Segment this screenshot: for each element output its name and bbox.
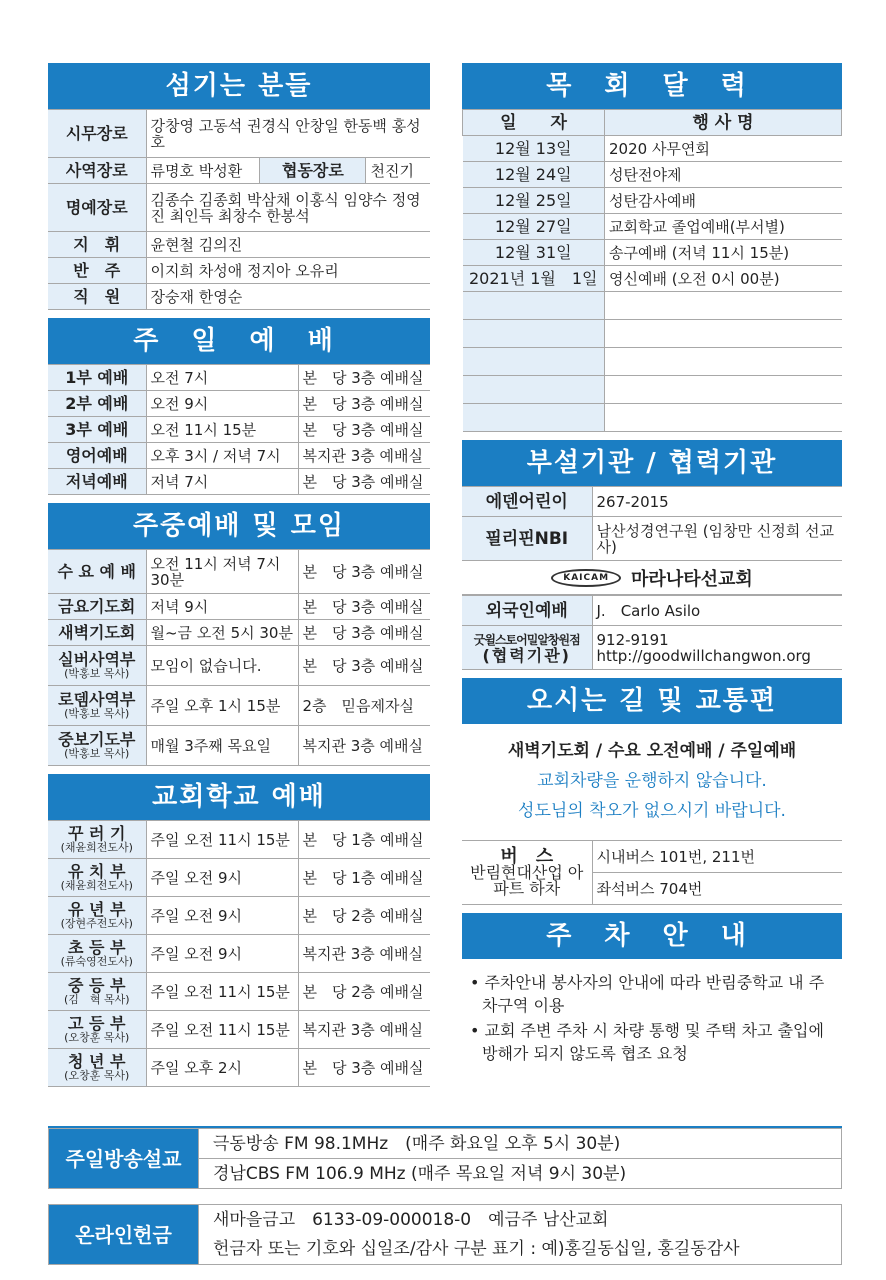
- calendar-event: 성탄감사예배: [605, 188, 842, 214]
- broadcast-line: 경남CBS FM 106.9 MHz (매주 목요일 저녁 9시 30분): [199, 1159, 842, 1189]
- serving-label: 직 원: [48, 284, 146, 310]
- service-place: 본 당 3층 예배실: [298, 365, 430, 391]
- serving-label: 사역장로: [48, 158, 146, 184]
- meeting-label: 수 요 예 배: [48, 550, 146, 594]
- dept-place: 복지관 3층 예배실: [298, 1011, 430, 1049]
- meeting-time: 오전 11시 저녁 7시 30분: [146, 550, 298, 594]
- meeting-label: 로뎀사역부 (박홍보 목사): [48, 686, 146, 726]
- meeting-time: 모임이 없습니다.: [146, 646, 298, 686]
- directions-notice: [462, 724, 842, 826]
- service-place: 본 당 3층 예배실: [298, 469, 430, 495]
- meeting-time: 저녁 9시: [146, 594, 298, 620]
- mission-name: 마라나타선교회: [631, 568, 753, 590]
- serving-label: 시무장로: [48, 110, 146, 158]
- dept-time: 주일 오전 9시: [146, 897, 298, 935]
- school-table: [48, 820, 430, 1087]
- calendar-date: 2021년 1월 1일: [463, 266, 605, 292]
- dept-place: 본 당 2층 예배실: [298, 897, 430, 935]
- offering-label: 온라인헌금: [49, 1205, 199, 1265]
- sunday-header: 주 일 예 배: [48, 318, 430, 364]
- calendar-date: 12월 25일: [463, 188, 605, 214]
- dept-label: 고 등 부 (오창훈 목사): [48, 1011, 146, 1049]
- dept-time: 주일 오전 11시 15분: [146, 1011, 298, 1049]
- dept-label: 유 치 부 (채윤희전도사): [48, 859, 146, 897]
- serving-value: 강창영 고동석 권경식 안창일 한동백 홍성호: [146, 110, 430, 158]
- meeting-place: 본 당 3층 예배실: [298, 594, 430, 620]
- calendar-empty-event: [605, 320, 842, 348]
- calendar-header: 목 회 달 력: [462, 63, 842, 109]
- meeting-time: 월~금 오전 5시 30분: [146, 620, 298, 646]
- mission-logo-row: [462, 561, 842, 595]
- calendar-table: [462, 109, 842, 432]
- calendar-empty-event: [605, 404, 842, 432]
- broadcast-section: [48, 1126, 842, 1189]
- serving-value: 윤현철 김의진: [146, 232, 430, 258]
- left-column: [48, 63, 430, 1087]
- calendar-empty-date: [463, 404, 605, 432]
- dept-place: 본 당 2층 예배실: [298, 973, 430, 1011]
- weekday-header: 주중예배 및 모임: [48, 503, 430, 549]
- dept-label: 중 등 부 (김 혁 목사): [48, 973, 146, 1011]
- offering-line: 헌금자 또는 기호와 십일조/감사 구분 표기 : 예)홍길동십일, 홍길동감사: [199, 1235, 842, 1265]
- parking-list: [462, 959, 842, 1065]
- dept-time: 주일 오전 11시 15분: [146, 821, 298, 859]
- directions-line: 새벽기도회 / 수요 오전예배 / 주일예배: [507, 741, 797, 761]
- affiliate-label: 외국인예배: [462, 596, 592, 626]
- calendar-empty-date: [463, 376, 605, 404]
- dept-label: 초 등 부 (류숙영전도사): [48, 935, 146, 973]
- serving-label: 명예장로: [48, 184, 146, 232]
- affiliate-value: 남산성경연구원 (임창만 신정희 선교사): [592, 517, 842, 561]
- meeting-place: 2층 믿음제자실: [298, 686, 430, 726]
- affiliate-label: 필리핀NBI: [462, 517, 592, 561]
- affiliates-table: [462, 486, 842, 561]
- dept-time: 주일 오후 2시: [146, 1049, 298, 1087]
- meeting-place: 본 당 3층 예배실: [298, 550, 430, 594]
- dept-time: 주일 오전 9시: [146, 935, 298, 973]
- calendar-date: 12월 24일: [463, 162, 605, 188]
- dept-place: 본 당 3층 예배실: [298, 1049, 430, 1087]
- dept-label: 청 년 부 (오창훈 목사): [48, 1049, 146, 1087]
- parking-header: 주 차 안 내: [462, 913, 842, 959]
- school-header: 교회학교 예배: [48, 774, 430, 820]
- calendar-empty-event: [605, 376, 842, 404]
- goodwill-link[interactable]: http://goodwillchangwon.org: [596, 646, 811, 665]
- service-label: 1부 예배: [48, 365, 146, 391]
- parking-item: • 교회 주변 주차 시 차량 통행 및 주택 차고 출입에 방해가 되지 않도록 협조 요청: [470, 1021, 824, 1063]
- bus-route: 시내버스 101번, 211번: [592, 841, 842, 873]
- kaicam-logo: KAICAM: [551, 569, 621, 587]
- calendar-date: 12월 27일: [463, 214, 605, 240]
- meeting-label: 금요기도회: [48, 594, 146, 620]
- meeting-time: 주일 오후 1시 15분: [146, 686, 298, 726]
- dept-time: 주일 오전 9시: [146, 859, 298, 897]
- dept-place: 본 당 1층 예배실: [298, 859, 430, 897]
- calendar-event: 영신예배 (오전 0시 00분): [605, 266, 842, 292]
- calendar-empty-date: [463, 292, 605, 320]
- service-label: 2부 예배: [48, 391, 146, 417]
- calendar-empty-event: [605, 348, 842, 376]
- service-time: 오전 7시: [146, 365, 298, 391]
- affiliate-value: 912-9191 http://goodwillchangwon.org: [592, 626, 842, 670]
- serving-label: 반 주: [48, 258, 146, 284]
- parking-item: • 주차안내 봉사자의 안내에 따라 반림중학교 내 주차구역 이용: [470, 973, 825, 1015]
- broadcast-label: 주일방송설교: [49, 1129, 199, 1189]
- service-time: 오전 9시: [146, 391, 298, 417]
- dept-label: 꾸 러 기 (채윤희전도사): [48, 821, 146, 859]
- calendar-event: 성탄전야제: [605, 162, 842, 188]
- service-label: 3부 예배: [48, 417, 146, 443]
- dept-time: 주일 오전 11시 15분: [146, 973, 298, 1011]
- affiliate-value: 267-2015: [592, 487, 842, 517]
- serving-value: 장숭재 한영순: [146, 284, 430, 310]
- serving-table: [48, 109, 430, 310]
- serving-label: 지 휘: [48, 232, 146, 258]
- sunday-table: [48, 364, 430, 495]
- calendar-event: 2020 사무연회: [605, 136, 842, 162]
- calendar-col-date: 일 자: [463, 110, 605, 136]
- meeting-place: 복지관 3층 예배실: [298, 726, 430, 766]
- service-time: 오후 3시 / 저녁 7시: [146, 443, 298, 469]
- meeting-label: 새벽기도회: [48, 620, 146, 646]
- serving-value: 김종수 김종회 박삼채 이홍식 임양수 정영진 최인득 최창수 한봉석: [146, 184, 430, 232]
- meeting-label: 실버사역부 (박홍보 목사): [48, 646, 146, 686]
- offering-section: [48, 1204, 842, 1265]
- calendar-date: 12월 31일: [463, 240, 605, 266]
- affiliate-label: 에덴어린이: [462, 487, 592, 517]
- service-place: 본 당 3층 예배실: [298, 417, 430, 443]
- service-time: 저녁 7시: [146, 469, 298, 495]
- calendar-col-event: 행 사 명: [605, 110, 842, 136]
- right-column: [462, 63, 842, 1067]
- service-place: 본 당 3층 예배실: [298, 391, 430, 417]
- dept-label: 유 년 부 (장현주전도사): [48, 897, 146, 935]
- affiliates-table-2: [462, 595, 842, 670]
- affiliate-value: J. Carlo Asilo: [592, 596, 842, 626]
- dept-place: 본 당 1층 예배실: [298, 821, 430, 859]
- broadcast-line: 극동방송 FM 98.1MHz (매주 화요일 오후 5시 30분): [199, 1129, 842, 1159]
- serving-label: 협동장로: [260, 158, 366, 184]
- offering-line: 새마을금고 6133-09-000018-0 예금주 남산교회: [199, 1205, 842, 1235]
- meeting-time: 매월 3주째 목요일: [146, 726, 298, 766]
- calendar-event: 교회학교 졸업예배(부서별): [605, 214, 842, 240]
- calendar-empty-date: [463, 348, 605, 376]
- affiliates-header: 부설기관 / 협력기관: [462, 440, 842, 486]
- directions-header: 오시는 길 및 교통편: [462, 678, 842, 724]
- serving-value: 천진기: [366, 158, 430, 184]
- meeting-place: 본 당 3층 예배실: [298, 646, 430, 686]
- directions-line: 성도님의 착오가 없으시기 바랍니다.: [518, 801, 786, 821]
- serving-value: 이지희 차성애 정지아 오유리: [146, 258, 430, 284]
- serving-header: 섬기는 분들: [48, 63, 430, 109]
- meeting-place: 본 당 3층 예배실: [298, 620, 430, 646]
- weekday-table: [48, 549, 430, 766]
- bus-table: [462, 840, 842, 905]
- dept-place: 복지관 3층 예배실: [298, 935, 430, 973]
- bus-label: 버 스 반림현대산업 아파트 하차: [462, 841, 592, 905]
- calendar-empty-date: [463, 320, 605, 348]
- service-label: 저녁예배: [48, 469, 146, 495]
- bus-route: 좌석버스 704번: [592, 873, 842, 905]
- directions-line: 교회차량을 운행하지 않습니다.: [537, 771, 767, 791]
- calendar-date: 12월 13일: [463, 136, 605, 162]
- calendar-empty-event: [605, 292, 842, 320]
- calendar-event: 송구예배 (저녁 11시 15분): [605, 240, 842, 266]
- affiliate-label: 굿윌스토어밀알창원점 (협력기관): [462, 626, 592, 670]
- service-time: 오전 11시 15분: [146, 417, 298, 443]
- service-label: 영어예배: [48, 443, 146, 469]
- meeting-label: 중보기도부 (박홍보 목사): [48, 726, 146, 766]
- service-place: 복지관 3층 예배실: [298, 443, 430, 469]
- serving-value: 류명호 박성환: [146, 158, 260, 184]
